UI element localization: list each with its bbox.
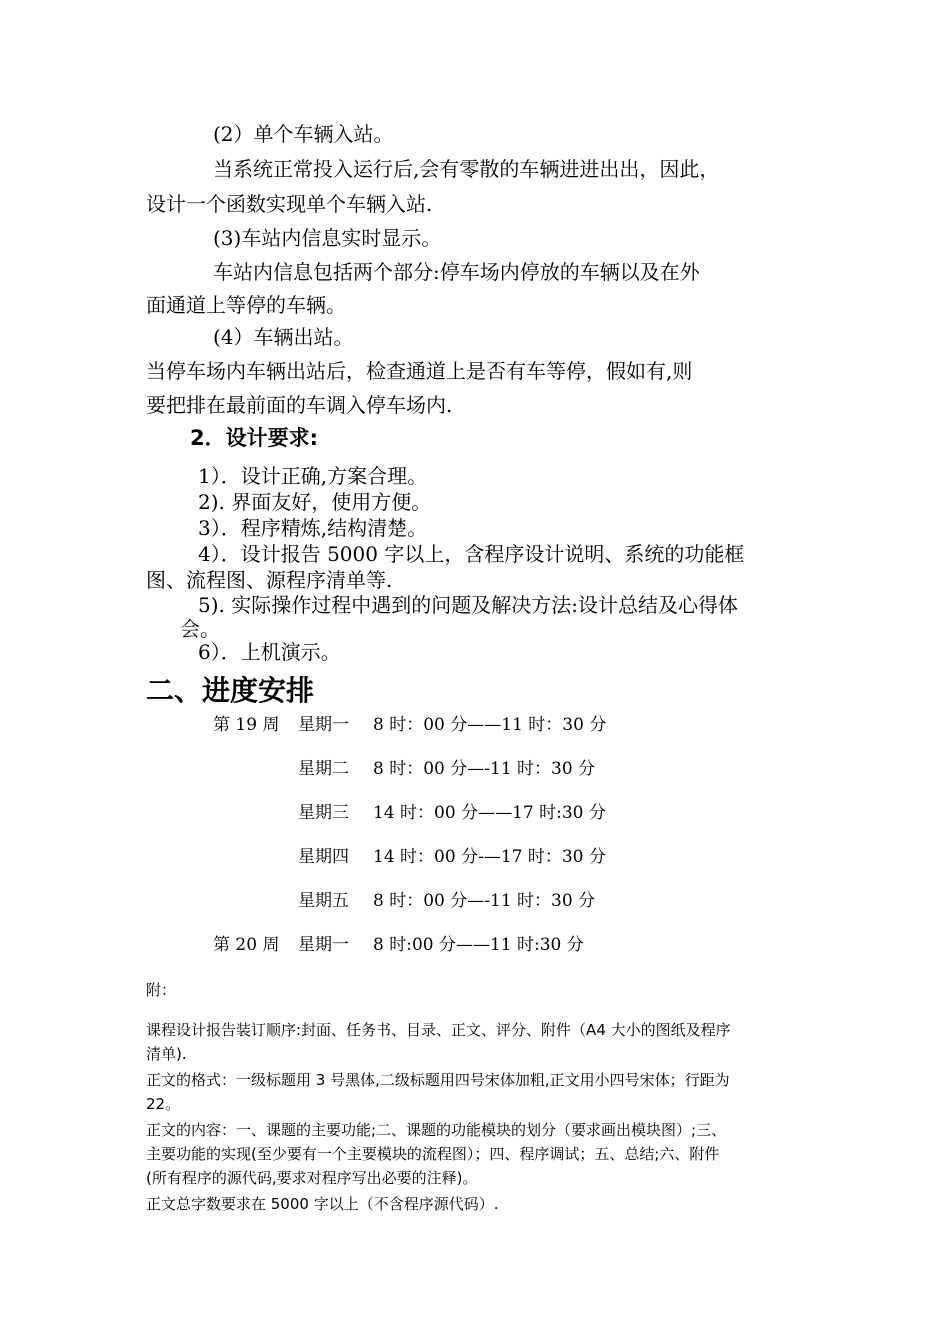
text-line: 设计一个函数实现单个车辆入站.: [146, 192, 433, 216]
text-line: 当系统正常投入运行后,会有零散的车辆进进出出，因此，: [213, 157, 720, 181]
note-line: 清单).: [146, 1045, 187, 1063]
schedule-time: 8 时：00 分—-11 时：30 分: [373, 891, 596, 911]
requirement-item: 1）．设计正确,方案合理。: [198, 464, 428, 488]
requirement-item-cont: 图、流程图、源程序清单等.: [146, 568, 393, 592]
schedule-week: 第 19 周: [213, 715, 280, 735]
text-line: (2）单个车辆入站。: [213, 122, 394, 146]
note-line: (所有程序的源代码,要求对程序写出必要的注释)。: [146, 1169, 478, 1187]
requirement-item: 3）．程序精炼,结构清楚。: [198, 516, 428, 540]
text-line: (4）车辆出站。: [213, 325, 354, 349]
schedule-day: 星期一: [298, 935, 349, 955]
note-line: 正文的内容：一、课题的主要功能;二、课题的功能模块的划分（要求画出模块图）;三、: [146, 1121, 727, 1139]
note-line: 正文总字数要求在 5000 字以上（不含程序源代码）.: [146, 1195, 499, 1213]
schedule-time: 14 时：00 分-—17 时：30 分: [373, 847, 606, 867]
schedule-heading: 二、进度安排: [146, 674, 315, 707]
requirement-item: 4）．设计报告 5000 字以上，含程序设计说明、系统的功能框: [198, 542, 745, 566]
schedule-day: 星期四: [298, 847, 349, 867]
schedule-time: 8 时：00 分——11 时：30 分: [373, 715, 607, 735]
appendix-label: 附：: [146, 981, 177, 999]
requirement-item: 5). 实际操作过程中遇到的问题及解决方法:设计总结及心得体: [198, 593, 738, 617]
schedule-time: 8 时：00 分—-11 时：30 分: [373, 759, 596, 779]
requirement-item-cont: 会。: [180, 617, 220, 641]
note-line: 课程设计报告装订顺序:封面、任务书、目录、正文、评分、附件（A4 大小的图纸及程序: [146, 1021, 731, 1039]
text-line: (3)车站内信息实时显示。: [213, 226, 442, 250]
note-line: 主要功能的实现(至少要有一个主要模块的流程图）；四、程序调试；五、总结;六、附件: [146, 1145, 720, 1163]
schedule-week: 第 20 周: [213, 935, 280, 955]
requirement-item: 6）．上机演示。: [198, 640, 341, 664]
text-line: 当停车场内车辆出站后，检查通道上是否有车等停，假如有,则: [146, 359, 693, 383]
text-line: 面通道上等停的车辆。: [146, 293, 346, 317]
schedule-day: 星期三: [298, 803, 349, 823]
schedule-time: 14 时：00 分——17 时:30 分: [373, 803, 606, 823]
section-heading: 2．设计要求:: [190, 426, 319, 450]
text-line: 要把排在最前面的车调入停车场内.: [146, 393, 453, 417]
schedule-day: 星期二: [298, 759, 349, 779]
schedule-time: 8 时:00 分——11 时:30 分: [373, 935, 584, 955]
note-line: 正文的格式：一级标题用 3 号黑体,二级标题用四号宋体加粗,正文用小四号宋体；行距为: [146, 1071, 730, 1089]
note-line: 22。: [146, 1095, 181, 1113]
requirement-item: 2). 界面友好，使用方便。: [198, 490, 432, 514]
schedule-day: 星期一: [298, 715, 349, 735]
schedule-day: 星期五: [298, 891, 349, 911]
text-line: 车站内信息包括两个部分:停车场内停放的车辆以及在外: [213, 260, 700, 284]
